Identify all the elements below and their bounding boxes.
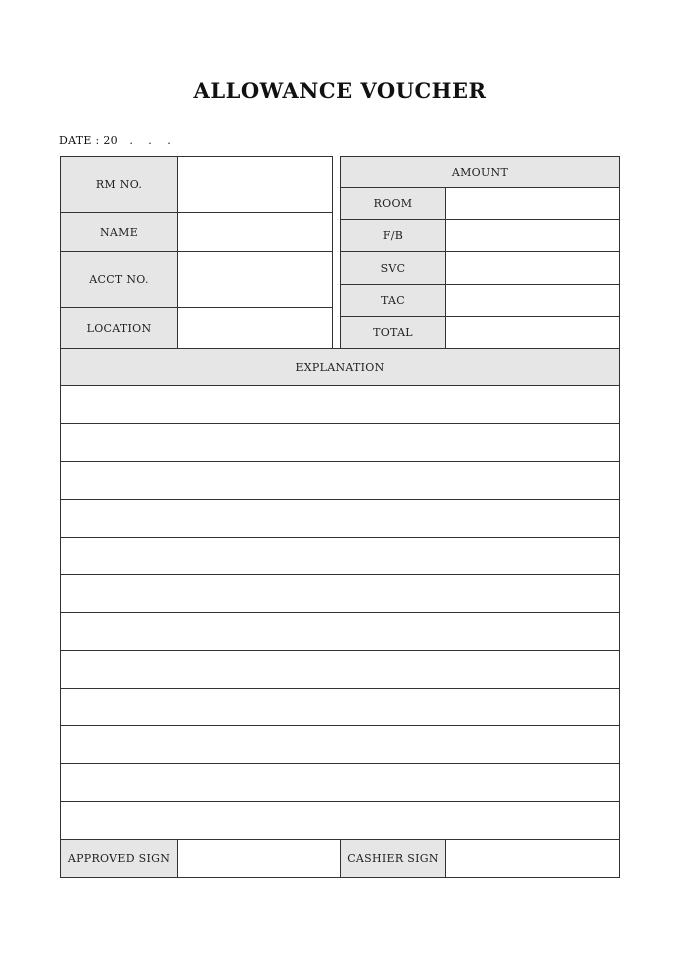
amount-tac-label: TAC <box>340 284 446 317</box>
amount-svc-label: SVC <box>340 251 446 285</box>
explanation-line[interactable] <box>60 612 620 651</box>
amount-svc-field[interactable] <box>445 251 620 285</box>
explanation-line[interactable] <box>60 763 620 802</box>
amount-fb-label: F/B <box>340 219 446 252</box>
approved-sign-field[interactable] <box>177 839 341 878</box>
rm-no-label: RM NO. <box>60 156 178 213</box>
amount-tac-field[interactable] <box>445 284 620 317</box>
name-field[interactable] <box>177 212 333 252</box>
amount-fb-field[interactable] <box>445 219 620 252</box>
amount-header: AMOUNT <box>340 156 620 188</box>
date-field[interactable]: DATE : 20 . . . <box>59 134 172 147</box>
approved-sign-label: APPROVED SIGN <box>60 839 178 878</box>
acct-no-field[interactable] <box>177 251 333 308</box>
explanation-line[interactable] <box>60 461 620 500</box>
document-title: ALLOWANCE VOUCHER <box>193 78 487 103</box>
explanation-line[interactable] <box>60 801 620 840</box>
cashier-sign-label: CASHIER SIGN <box>340 839 446 878</box>
location-field[interactable] <box>177 307 333 349</box>
location-label: LOCATION <box>60 307 178 349</box>
explanation-line[interactable] <box>60 725 620 764</box>
explanation-line[interactable] <box>60 537 620 575</box>
name-label: NAME <box>60 212 178 252</box>
explanation-line[interactable] <box>60 688 620 726</box>
explanation-line[interactable] <box>60 499 620 538</box>
amount-room-field[interactable] <box>445 187 620 220</box>
explanation-header: EXPLANATION <box>60 348 620 386</box>
rm-no-field[interactable] <box>177 156 333 213</box>
acct-no-label: ACCT NO. <box>60 251 178 308</box>
amount-total-field[interactable] <box>445 316 620 349</box>
explanation-line[interactable] <box>60 650 620 689</box>
amount-total-label: TOTAL <box>340 316 446 349</box>
explanation-line[interactable] <box>60 423 620 462</box>
amount-room-label: ROOM <box>340 187 446 220</box>
cashier-sign-field[interactable] <box>445 839 620 878</box>
explanation-line[interactable] <box>60 385 620 424</box>
explanation-line[interactable] <box>60 574 620 613</box>
